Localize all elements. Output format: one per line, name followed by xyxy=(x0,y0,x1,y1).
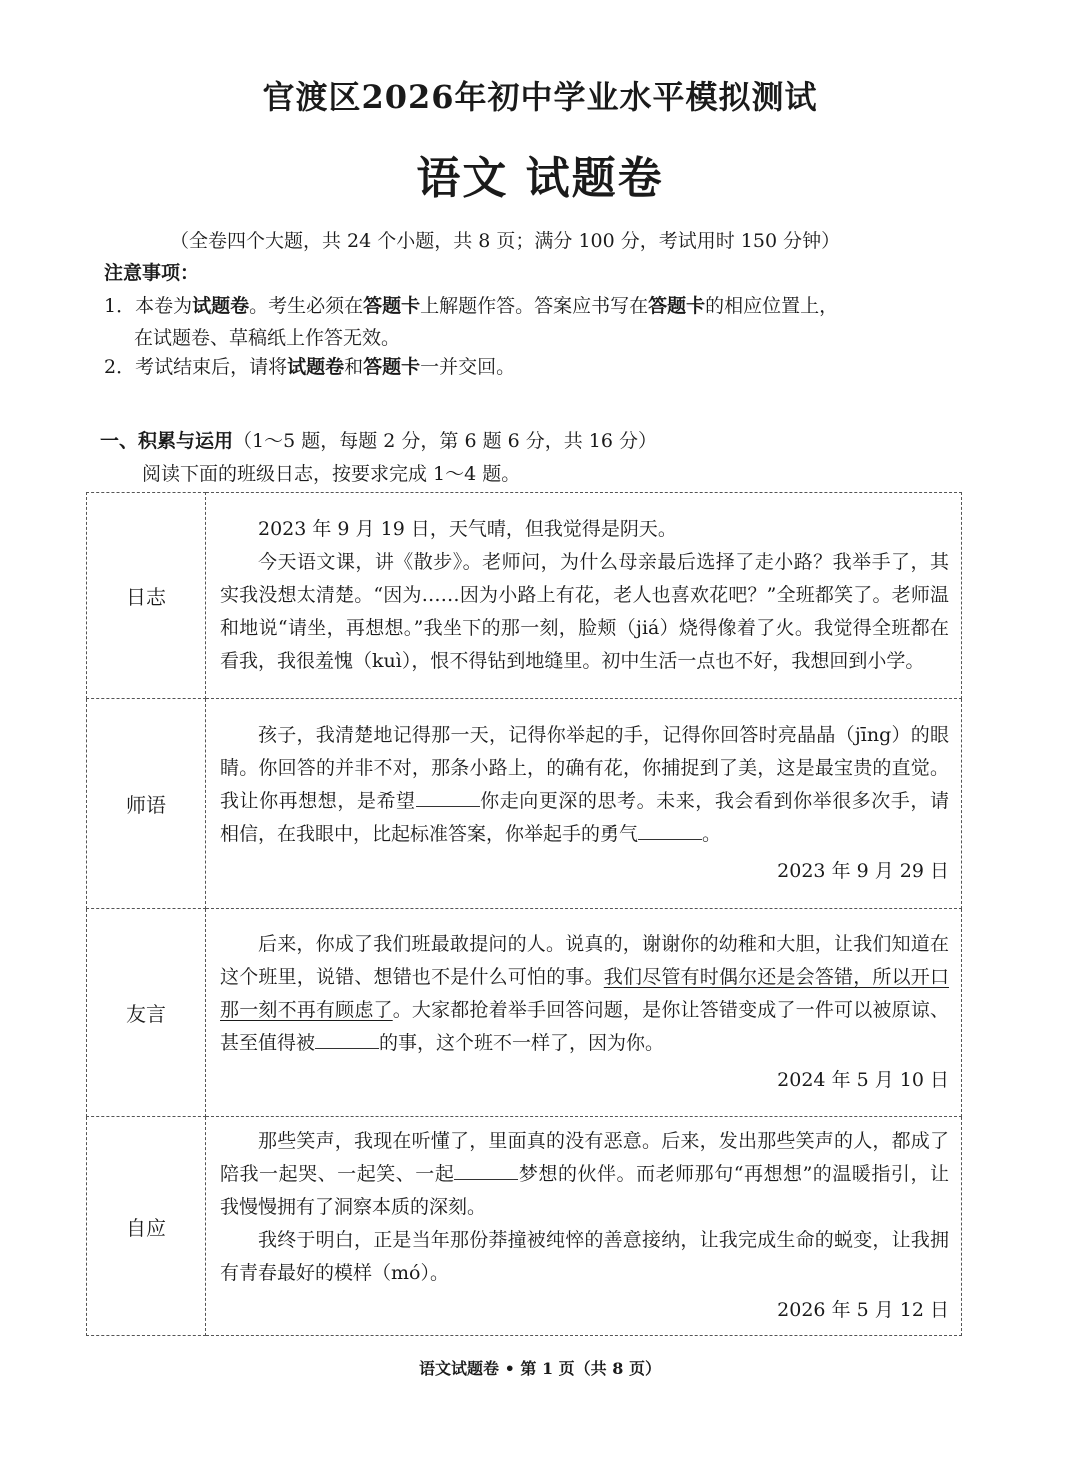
answer-blank xyxy=(416,788,480,807)
row-content: 后来，你成了我们班最敢提问的人。说真的，谢谢你的幼稚和大胆，让我们知道在这个班里，说错、想错也不是什么可怕的事。我们尽管有时偶尔还是会答错，所以开口那一刻不再有顾虑了。大家都抢着举手回答问题，是你让答错变成了一件可以被原谅、甚至值得被 的事，这个班不一样了，因为你。 2024 年 5 月 10 日 xyxy=(206,909,962,1117)
notice-item-2: 2．考试结束后，请将试题卷和答题卡一并交回。 xyxy=(104,356,516,378)
row-label: 日志 xyxy=(87,493,206,699)
row-label: 友言 xyxy=(87,909,206,1117)
section-heading: 一、积累与运用（1～5 题，每题 2 分，第 6 题 6 分，共 16 分） xyxy=(100,430,657,452)
notice-item-1: 1．本卷为试题卷。考生必须在答题卡上解题作答。答案应书写在答题卡的相应位置上， 在试题卷、草稿纸上作答无效。 xyxy=(104,295,839,349)
log-row-diary xyxy=(87,493,962,699)
answer-blank xyxy=(315,1030,379,1049)
entry-date: 2026 年 5 月 12 日 xyxy=(777,1299,949,1321)
exam-subtitle: 语文 试题卷 xyxy=(416,153,664,204)
page-footer: 语文试题卷 • 第 1 页（共 8 页） xyxy=(419,1359,661,1378)
answer-blank xyxy=(638,821,702,840)
log-row-friend xyxy=(87,909,962,1117)
row-label: 自应 xyxy=(87,1117,206,1336)
section-instruction: 阅读下面的班级日志，按要求完成 1～4 题。 xyxy=(142,463,521,485)
log-row-teacher xyxy=(87,699,962,909)
row-label: 师语 xyxy=(87,699,206,909)
notice-heading: 注意事项： xyxy=(104,262,200,284)
underlined-sentence: 我们尽管有时偶尔还是会答错，所以开口那一刻不再有顾虑了 xyxy=(220,966,949,1021)
log-row-self xyxy=(87,1117,962,1336)
exam-scope: （全卷四个大题，共 24 个小题，共 8 页；满分 100 分，考试用时 150 分钟） xyxy=(170,230,841,252)
exam-title: 官渡区2026年初中学业水平模拟测试 xyxy=(262,78,818,116)
answer-blank xyxy=(454,1161,518,1180)
row-content: 2023 年 9 月 19 日，天气晴，但我觉得是阴天。 今天语文课，讲《散步》。老师问，为什么母亲最后选择了走小路？我举手了，其实我没想太清楚。“因为……因为小路上有花，老人也喜欢花吧？”全班都笑了。老师温和地说“请坐，再想想。”我坐下的那一刻，脸颊（jiá）烧得像着了火。我觉得全班都在看我，我很羞愧（kuì），恨不得钻到地缝里。初中生活一点也不好，我想回到小学。 xyxy=(206,493,962,699)
entry-date: 2023 年 9 月 29 日 xyxy=(777,860,949,882)
row-content: 那些笑声，我现在听懂了，里面真的没有恶意。后来，发出那些笑声的人，都成了陪我一起哭、一起笑、一起 梦想的伙伴。而老师那句“再想想”的温暖指引，让我慢慢拥有了洞察本质的深刻。 我终于明白，正是当年那份莽撞被纯悴的善意接纳，让我完成生命的蜕变，让我拥有青春最好的模样（mó）。 2026 年 5 月 12 日 xyxy=(206,1117,962,1336)
entry-date: 2024 年 5 月 10 日 xyxy=(777,1069,949,1091)
row-content: 孩子，我清楚地记得那一天，记得你举起的手，记得你回答时亮晶晶（jīng）的眼睛。你回答的并非不对，那条小路上，的确有花，你捕捉到了美，这是最宝贵的直觉。我让你再想想，是希望 你走向更深的思考。未来，我会看到你举很多次手，请相信，在我眼中，比起标准答案，你举起手的勇气 。 2023 年 9 月 29 日 xyxy=(206,699,962,909)
class-log-table xyxy=(86,492,962,1336)
